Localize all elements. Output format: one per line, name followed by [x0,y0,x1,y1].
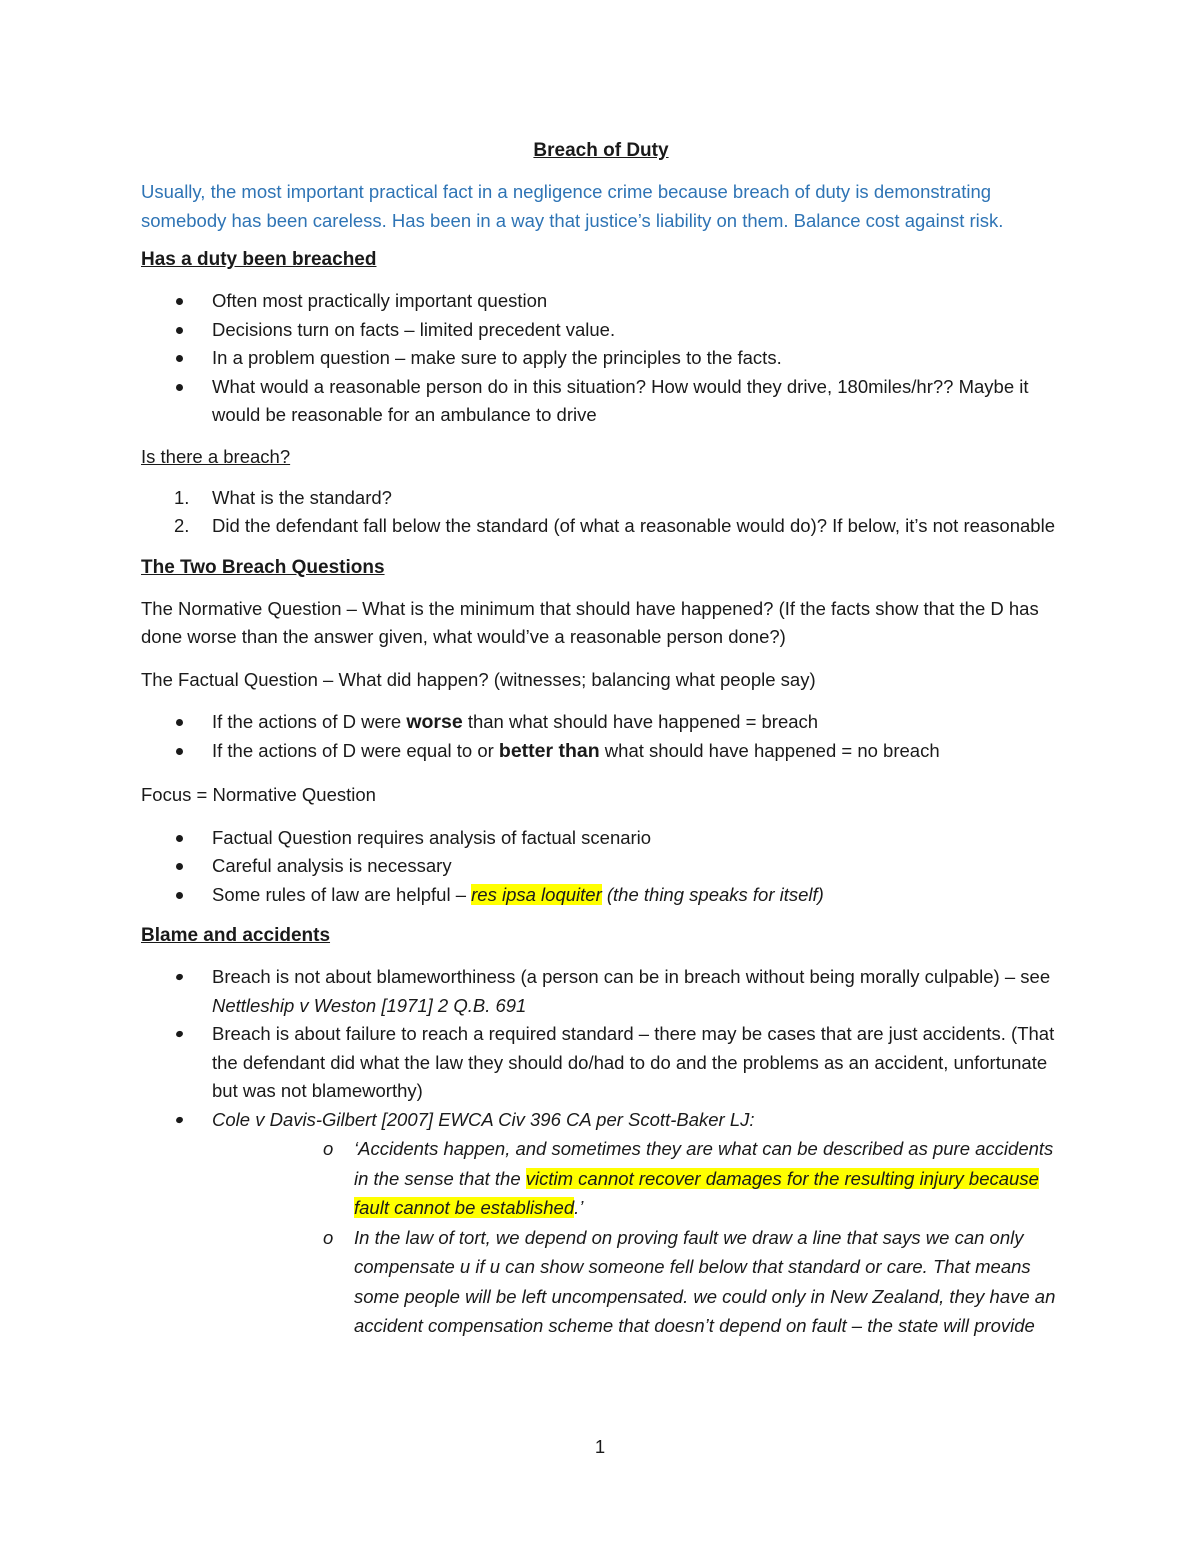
list-item: Careful analysis is necessary [141,852,1061,881]
bullet-icon [176,384,183,391]
intro-paragraph: Usually, the most important practical fact in a negligence crime because breach of duty is demonstrating somebody has been careless. Has been in a way that justice’s liability on them. Balance cost against risk. [141,181,1004,231]
bullet-icon [176,327,183,334]
bullet-icon [176,892,183,899]
bullet-icon [175,973,184,981]
list-item: 1. What is the standard? [141,484,1061,513]
page-number: 1 [594,1436,606,1457]
list-item: Factual Question requires analysis of factual scenario [141,824,1061,853]
list-item: What would a reasonable person do in this situation? How would they drive, 180miles/hr?? Maybe it would be reasonable for an ambulance to drive [141,373,1061,430]
bullet-icon [175,1030,184,1038]
duty-breached-list [141,287,1061,430]
highlighted-term: res ipsa loquiter [471,883,602,905]
document-title: Breach of Duty [533,140,669,161]
list-number: 1. [174,486,190,508]
bullet-icon [176,863,183,870]
list-item: 2. Did the defendant fall below the standard (of what a reasonable would do)? If below, it’s not reasonable [141,512,1061,541]
normative-question-paragraph: The Normative Question – What is the minimum that should have happened? (If the facts show that the D has done worse than the answer given, what would’ve a reasonable person done?) [141,597,1039,647]
list-item: Decisions turn on facts – limited precedent value. [141,316,1061,345]
focus-paragraph: Focus = Normative Question [141,784,376,805]
case-citation: Nettleship v Weston [1971] 2 Q.B. 691 [212,994,527,1016]
list-item: Breach is about failure to reach a required standard – there may be cases that are just accidents. (That the defendant did what the law they should do/had to do and the problems as an accident, unfortunate but was not blameworthy) [141,1020,1061,1106]
breach-numbered-list [141,484,1061,541]
bullet-icon [176,298,183,305]
list-item: If the actions of D were equal to or better than what should have happened = no breach [141,737,1061,766]
document-body [141,140,1061,1357]
list-item: o In the law of tort, we depend on proving fault we draw a line that says we can only compensate u if u can show someone fell below that standard or care. That means some people will be left uncompensated. we could only in New Zealand, they have an accident compensation scheme that doesn’t depend on fault – the state will provide [212,1223,1061,1341]
heading-blame-accidents: Blame and accidents [141,925,331,946]
bullet-icon [176,835,183,842]
heading-duty-breached: Has a duty been breached [141,249,377,270]
blame-list [141,963,1061,1341]
list-number: 2. [174,515,190,536]
case-citation: Cole v Davis-Gilbert [2007] EWCA Civ 396 CA per Scott-Baker LJ: [212,1108,755,1130]
list-item: Some rules of law are helpful – res ipsa loquiter (the thing speaks for itself) [141,881,1061,910]
bullet-icon [176,748,183,755]
breach-outcome-list [141,708,1061,765]
factual-question-paragraph: The Factual Question – What did happen? (witnesses; balancing what people say) [141,668,816,690]
heading-two-breach-questions: The Two Breach Questions [141,556,385,578]
focus-list [141,824,1061,910]
bullet-icon [176,355,183,362]
sub-bullet-icon: o [323,1138,334,1159]
highlighted-quote: victim cannot recover damages for the resulting injury because fault cannot be established [354,1167,1039,1218]
blame-sublist [212,1134,1061,1341]
sub-bullet-icon: o [323,1226,334,1248]
bullet-icon [175,1115,184,1123]
list-item [141,1106,1061,1341]
list-item: In a problem question – make sure to apply the principles to the facts. [141,344,1061,373]
heading-is-there-breach: Is there a breach? [141,445,291,467]
list-item: Breach is not about blameworthiness (a person can be in breach without being morally culpable) – see Nettleship v Weston [1971] 2 Q.B. 691 [141,963,1061,1020]
list-item: Often most practically important question [141,287,1061,316]
bullet-icon [176,719,183,726]
list-item: If the actions of D were worse than what should have happened = breach [141,708,1061,737]
list-item: o ‘Accidents happen, and sometimes they are what can be described as pure accidents in the sense that the victim cannot recover damages for the resulting injury because fault cannot be established.’ [212,1134,1061,1223]
